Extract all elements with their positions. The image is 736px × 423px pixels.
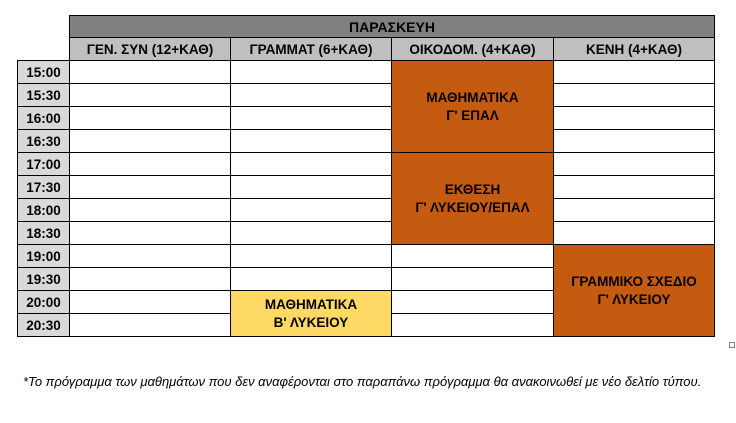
slot-cell bbox=[70, 84, 231, 107]
event-title: ΕΚΘΕΣΗ bbox=[444, 181, 501, 197]
slot-cell bbox=[554, 107, 715, 130]
slot-cell bbox=[231, 130, 392, 153]
slot-cell bbox=[554, 61, 715, 84]
time-label: 19:30 bbox=[18, 268, 70, 291]
slot-cell bbox=[70, 291, 231, 314]
event-subtitle: Γ' ΕΠΑΛ bbox=[446, 107, 499, 123]
slot-cell bbox=[231, 176, 392, 199]
slot-cell bbox=[231, 268, 392, 291]
time-label: 17:00 bbox=[18, 153, 70, 176]
event-subtitle: Γ' ΛΥΚΕΙΟΥ/ΕΠΑΛ bbox=[415, 199, 530, 215]
slot-cell bbox=[70, 107, 231, 130]
slot-cell bbox=[70, 199, 231, 222]
slot-cell bbox=[392, 268, 554, 291]
table-corner bbox=[18, 16, 70, 38]
event-subtitle: Γ' ΛΥΚΕΙΟΥ bbox=[597, 291, 671, 307]
slot-cell bbox=[392, 291, 554, 314]
slot-cell bbox=[231, 84, 392, 107]
event-title: ΜΑΘΗΜΑΤΙΚΑ bbox=[264, 296, 358, 312]
slot-cell bbox=[231, 153, 392, 176]
event-block-math-epal bbox=[392, 61, 554, 153]
time-label: 20:30 bbox=[18, 314, 70, 337]
schedule-table bbox=[17, 15, 715, 337]
event-subtitle: Β' ΛΥΚΕΙΟΥ bbox=[273, 314, 349, 330]
column-header-oikodom: ΟΙΚΟΔΟΜ. (4+ΚΑΘ) bbox=[392, 38, 554, 61]
slot-cell bbox=[554, 84, 715, 107]
slot-cell bbox=[231, 199, 392, 222]
slot-cell bbox=[70, 130, 231, 153]
time-label: 15:30 bbox=[18, 84, 70, 107]
slot-cell bbox=[231, 107, 392, 130]
slot-cell bbox=[231, 222, 392, 245]
slot-cell bbox=[70, 153, 231, 176]
slot-cell bbox=[554, 199, 715, 222]
event-title: ΓΡΑΜΜΙΚΟ ΣΧΕΔΙΟ bbox=[571, 273, 697, 289]
time-label: 16:00 bbox=[18, 107, 70, 130]
day-header: ΠΑΡΑΣΚΕΥΗ bbox=[70, 16, 715, 38]
slot-cell bbox=[231, 245, 392, 268]
slot-cell bbox=[554, 176, 715, 199]
time-label: 16:30 bbox=[18, 130, 70, 153]
slot-cell bbox=[554, 153, 715, 176]
event-block-ekthesi bbox=[392, 153, 554, 245]
event-title: ΜΑΘΗΜΑΤΙΚΑ bbox=[426, 89, 519, 105]
slot-cell bbox=[70, 222, 231, 245]
column-header-grammat: ΓΡΑΜΜΑΤ (6+ΚΑΘ) bbox=[231, 38, 392, 61]
time-label: 17:30 bbox=[18, 176, 70, 199]
resize-handle-icon[interactable] bbox=[729, 342, 735, 348]
time-label: 18:30 bbox=[18, 222, 70, 245]
slot-cell bbox=[392, 245, 554, 268]
slot-cell bbox=[231, 61, 392, 84]
slot-cell bbox=[70, 268, 231, 291]
event-block-grammiko-sxedio bbox=[554, 245, 715, 337]
slot-cell bbox=[70, 245, 231, 268]
slot-cell bbox=[70, 61, 231, 84]
event-block-math-b-lykeiou bbox=[231, 291, 392, 337]
time-label: 19:00 bbox=[18, 245, 70, 268]
time-label: 20:00 bbox=[18, 291, 70, 314]
slot-cell bbox=[70, 314, 231, 337]
slot-cell bbox=[70, 176, 231, 199]
column-header-gen-syn: ΓΕΝ. ΣΥΝ (12+ΚΑΘ) bbox=[70, 38, 231, 61]
slot-cell bbox=[554, 222, 715, 245]
slot-cell bbox=[554, 130, 715, 153]
column-header-keni: ΚΕΝΗ (4+ΚΑΘ) bbox=[554, 38, 715, 61]
slot-cell bbox=[392, 314, 554, 337]
time-label: 18:00 bbox=[18, 199, 70, 222]
footnote: *Το πρόγραμμα των μαθημάτων που δεν αναφέρονται στο παραπάνω πρόγραμμα θα ανακοινωθεί με νέο δελτίο τύπου. bbox=[23, 374, 702, 389]
table-corner bbox=[18, 38, 70, 61]
time-label: 15:00 bbox=[18, 61, 70, 84]
